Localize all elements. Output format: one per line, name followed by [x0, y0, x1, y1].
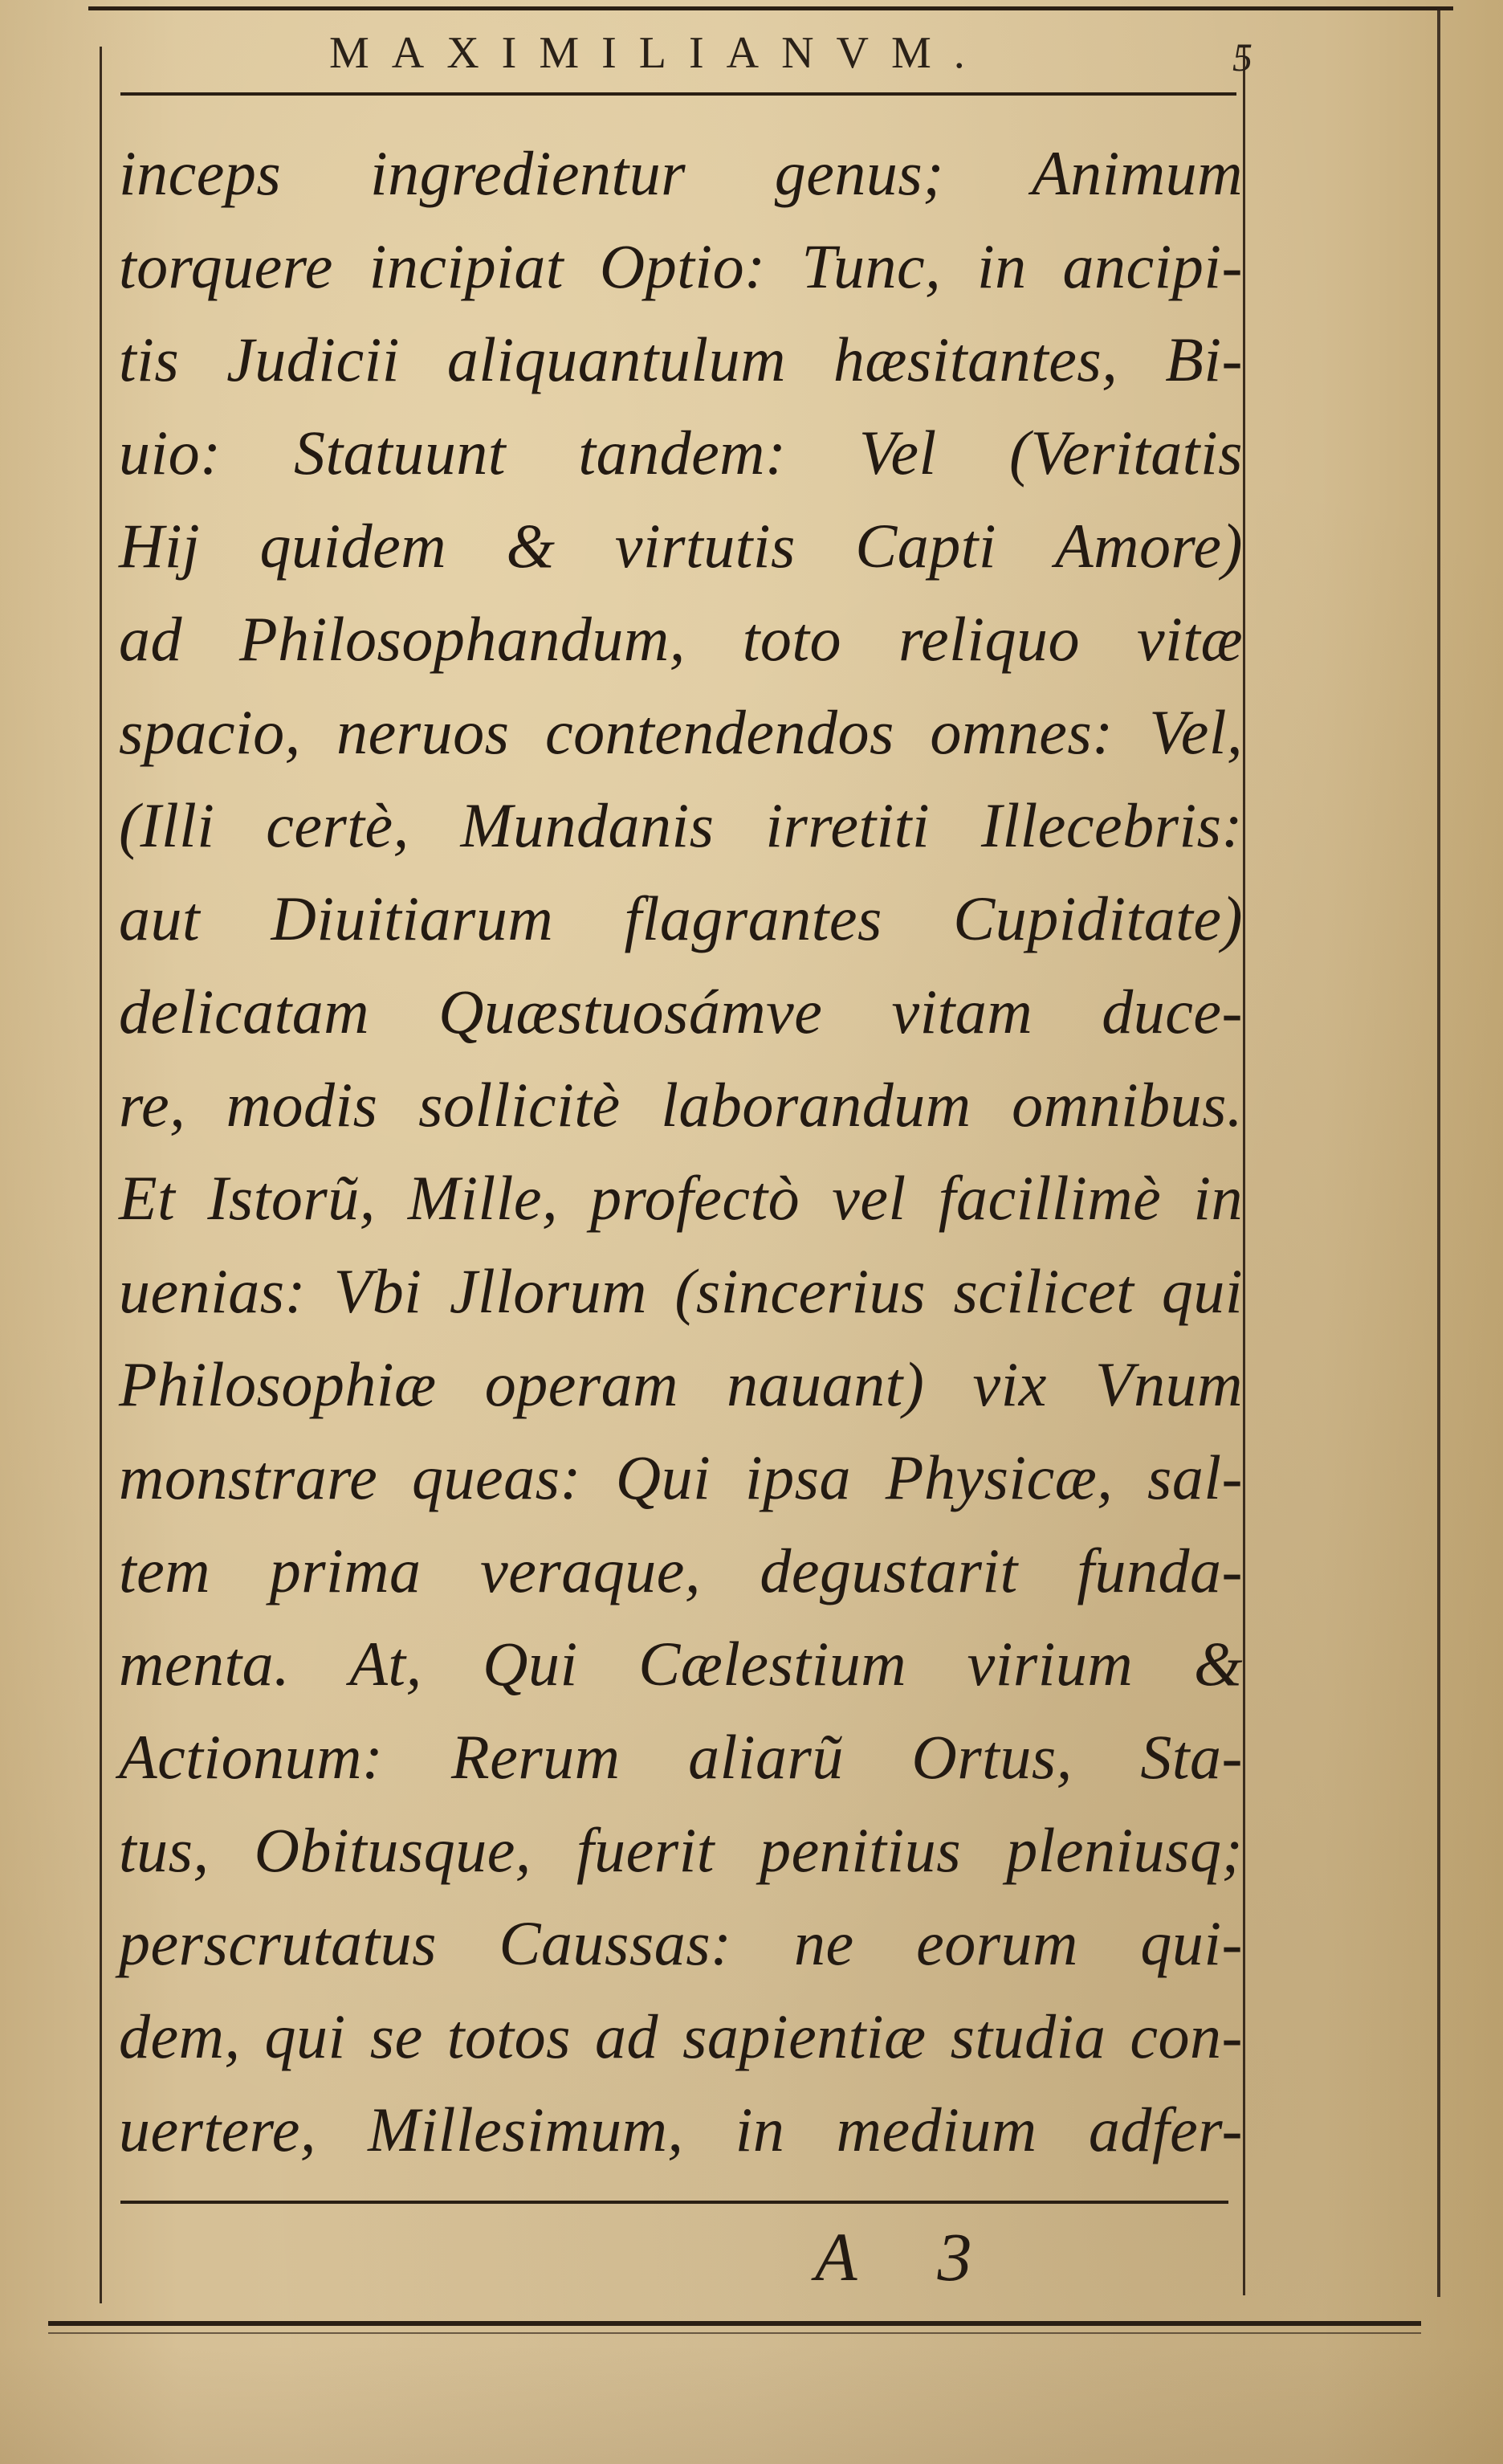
- text-line: Actionum: Rerum aliarũ Ortus, Sta-: [119, 1722, 1243, 1792]
- text-line: inceps ingredientur genus; Animum: [119, 138, 1243, 208]
- text-line: Hij quidem & virtutis Capti Amore): [119, 511, 1243, 581]
- right-frame-rule: [1243, 47, 1245, 2295]
- text-line: re, modis sollicitè laborandum omnibus.: [119, 1070, 1243, 1140]
- text-line: Et Istorũ, Mille, profectò vel facillimè in: [119, 1163, 1243, 1233]
- running-title: MAXIMILIANVM.: [329, 28, 988, 78]
- text-line: dem, qui se totos ad sapientiæ studia con-: [119, 2001, 1243, 2071]
- page-edge-shadow: [1437, 8, 1440, 2297]
- text-line: uertere, Millesimum, in medium adfer-: [119, 2095, 1243, 2164]
- paper-shade: [0, 2345, 1503, 2464]
- header-rule: [120, 92, 1236, 96]
- base-rule-thin: [48, 2332, 1421, 2334]
- text-line: tus, Obitusque, fuerit penitius pleniusq;: [119, 1815, 1243, 1885]
- left-frame-rule: [100, 47, 102, 2303]
- body-text: [119, 127, 1243, 2176]
- text-line: aut Diuitiarum flagrantes Cupiditate): [119, 883, 1243, 953]
- page-number: 5: [1232, 35, 1252, 80]
- page-header: [120, 22, 1261, 87]
- text-line: monstrare queas: Qui ipsa Physicæ, sal-: [119, 1442, 1243, 1512]
- text-line: torquere incipiat Optio: Tunc, in ancipi-: [119, 231, 1243, 301]
- footer-rule: [120, 2201, 1228, 2204]
- text-line: tis Judicii aliquantulum hæsitantes, Bi-: [119, 324, 1243, 394]
- text-line: (Illi certè, Mundanis irretiti Illecebris:: [119, 790, 1243, 860]
- text-line: tem prima veraque, degustarit funda-: [119, 1536, 1243, 1605]
- text-line: ad Philosophandum, toto reliquo vitæ: [119, 604, 1243, 674]
- text-line: Philosophiæ operam nauant) vix Vnum: [119, 1349, 1243, 1419]
- signature-mark: A 3: [815, 2218, 1004, 2295]
- text-line: spacio, neruos contendendos omnes: Vel,: [119, 697, 1243, 767]
- text-line: uio: Statuunt tandem: Vel (Veritatis: [119, 418, 1243, 487]
- top-edge-rule: [88, 6, 1453, 10]
- text-line: perscrutatus Caussas: ne eorum qui-: [119, 1908, 1243, 1978]
- text-line: delicatam Quæstuosámve vitam duce-: [119, 977, 1243, 1046]
- text-line: uenias: Vbi Jllorum (sincerius scilicet qui: [119, 1256, 1243, 1326]
- base-rule: [48, 2321, 1421, 2326]
- text-line: menta. At, Qui Cælestium virium &: [119, 1629, 1243, 1699]
